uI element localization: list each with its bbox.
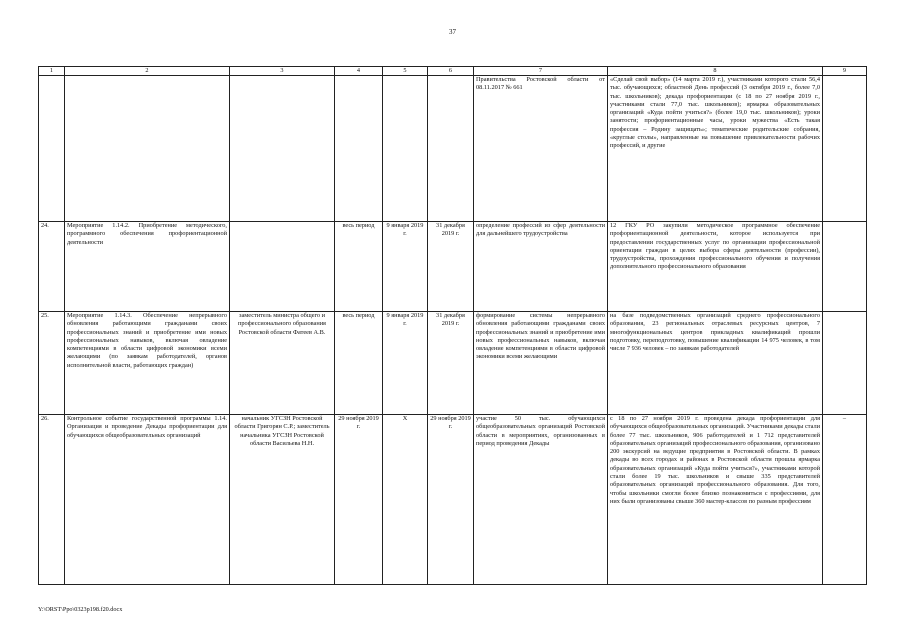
cell-name: Контрольное событие государственной программы 1.14. Организация и проведение Декады профориентации для обучающихся общеобразовательных организаций — [65, 415, 230, 585]
header-cell: 4 — [335, 67, 383, 76]
header-cell: 3 — [230, 67, 335, 76]
table-row — [39, 415, 867, 585]
cell-end-fact: 29 ноября 2019 г. — [428, 415, 474, 585]
cell-start-fact: 9 января 2019 г. — [383, 222, 428, 312]
header-cell: 2 — [65, 67, 230, 76]
report-table — [38, 66, 867, 585]
cell-result-plan: формирование системы непрерывного обновления работающими гражданами своих профессиональных знаний и приобретение ими новых профессиональных навыков, включая овладение компетенциями в области цифровой экономики всеми желающими — [474, 312, 608, 415]
cell-name: Мероприятие 1.14.2. Приобретение методического, программного обеспечения профориентационной деятельности — [65, 222, 230, 312]
cell-problems — [823, 222, 867, 312]
cell-result-fact: «Сделай свой выбор» (14 марта 2019 г.), участниками которого стали 56,4 тыс. обучающихся; областной День профессий (3 октября 2019 г., более 7,0 тыс. школьников); декада профориентации (с 18 по 27 ноября 2019 г., участниками стали 77,0 тыс. школьников); ярмарка образовательных организаций «Куда пойти учиться?» (более 19,0 тыс. школьников); уроки занятости; профориентационные часы, уроки мужества «Есть такая профессия – Родину защищать»; тематические родительские собрания, «круглые столы», направленные на повышение привлекательности рабочих профессий, и другие — [608, 76, 823, 222]
cell-start-fact: 9 января 2019 г. — [383, 312, 428, 415]
header-cell: 9 — [823, 67, 867, 76]
cell-start-fact: X — [383, 415, 428, 585]
header-cell: 8 — [608, 67, 823, 76]
header-cell: 7 — [474, 67, 608, 76]
header-cell: 1 — [39, 67, 65, 76]
cell-start-plan: весь период — [335, 312, 383, 415]
cell-num: 26. — [39, 415, 65, 585]
table-row — [39, 312, 867, 415]
cell-start-plan: весь период — [335, 222, 383, 312]
cell-problems: – — [823, 415, 867, 585]
cell-name: Мероприятие 1.14.3. Обеспечение непрерывного обновления работающими гражданами своих профессиональных знаний и приобретение ими новых профессиональных навыков, включая овладение компетенциями в области цифровой экономики всеми желающими (по заявкам работодателей, органов исполнительной власти, работающих граждан) — [65, 312, 230, 415]
header-cell: 5 — [383, 67, 428, 76]
cell-result-plan: определение профессий из сфер деятельности для дальнейшего трудоустройства — [474, 222, 608, 312]
header-row — [39, 67, 867, 76]
cell-responsible: заместитель министра общего и профессионального образования Ростовской области Фатеев А.В. — [230, 312, 335, 415]
cell-result-plan: участие 50 тыс. обучающихся общеобразовательных организаций Ростовской области в мероприятиях, организованных в период проведения Декады — [474, 415, 608, 585]
cell-result-fact: на базе подведомственных организаций среднего профессионального образования, 23 региональных отраслевых ресурсных центров, 7 многофункциональных центров прикладных квалификаций прошли подготовку, переподготовку, повышение квалификации 14 975 человек, в том числе 7 936 человек – по заявкам работодателей — [608, 312, 823, 415]
cell-responsible — [230, 222, 335, 312]
cell-problems — [823, 312, 867, 415]
cell-result-fact: с 18 по 27 ноября 2019 г. проведена декада профориентации для обучающихся общеобразовательных организаций. Участниками декады стали более 77 тыс. школьников, 906 работодателей и 1 712 представителей образовательных организаций профессионального образования, организовано 200 экскурсий на ведущие предприятия в Ростовской области. В рамках декады во всех городах и районах в Ростовской области прошла ярмарка образовательных организаций «Куда пойти учиться?», участниками которой стали более 19 тыс. школьников и свыше 335 представителей образовательных организаций профессионального образования. Для того, чтобы школьники смогли более близко познакомиться с профессиями, для них были организованы свыше 360 мастер-классов по разным профессиям — [608, 415, 823, 585]
page-number: 37 — [449, 28, 456, 36]
cell-start-plan: 29 ноября 2019 г. — [335, 415, 383, 585]
cell-num: 24. — [39, 222, 65, 312]
header-cell: 6 — [428, 67, 474, 76]
cell-end-fact: 31 декабря 2019 г. — [428, 222, 474, 312]
cell-end-fact: 31 декабря 2019 г. — [428, 312, 474, 415]
cell-result-plan: Правительства Ростовской области от 08.11.2017 № 661 — [474, 76, 608, 222]
cell-result-fact: 12 ГКУ РО закупили методическое программное обеспечение профориентационной деятельности, которое используется при предоставлении государственных услуг по организации профессиональной ориентации граждан в целях выбора сферы деятельности (профессии), трудоустройства, прохождения профессионального обучения и получения дополнительного профессионального образования — [608, 222, 823, 312]
table-row — [39, 222, 867, 312]
cell-responsible: начальник УГСЗН Ростовской области Григорян С.Р.; заместитель начальника УГСЗН Ростовской области Васильева Н.Н. — [230, 415, 335, 585]
footer-file-path: Y:\ORST\Ppo\0323p198.f20.docx — [38, 606, 123, 613]
table-row-continued — [39, 76, 867, 222]
cell-num: 25. — [39, 312, 65, 415]
